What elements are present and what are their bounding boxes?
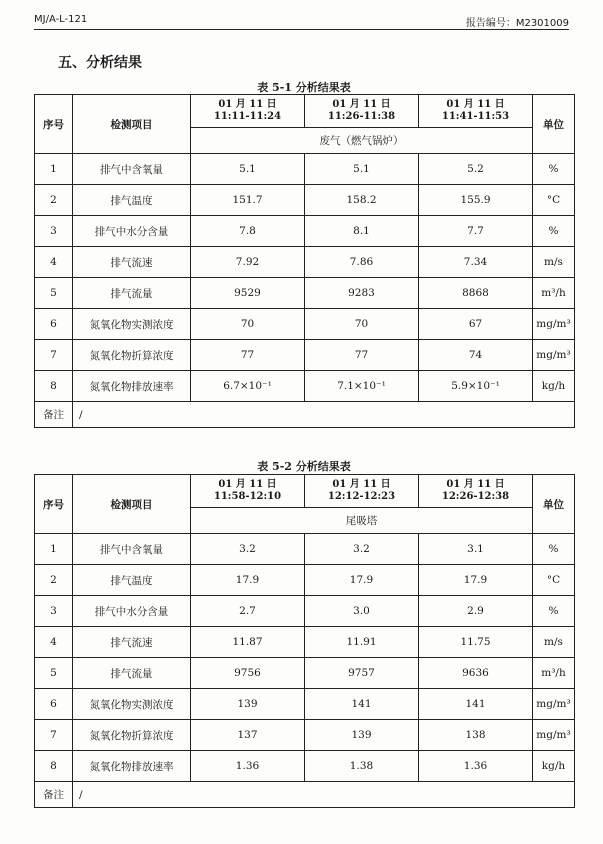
section-title: 五、分析结果 bbox=[58, 55, 142, 71]
col-unit: 单位 bbox=[533, 475, 575, 534]
table-row: 6 氮氧化物实测浓度 139 141 141 mg/m³ bbox=[35, 689, 575, 720]
table-row: 8 氮氧化物排放速率 6.7×10⁻¹ 7.1×10⁻¹ 5.9×10⁻¹ kg/h bbox=[35, 371, 575, 402]
source-label: 废气（燃气锅炉） bbox=[191, 128, 533, 154]
time-col-1: 01 月 11 日 11:11-11:24 bbox=[191, 95, 305, 128]
table-row: 3 排气中水分含量 7.8 8.1 7.7 % bbox=[35, 216, 575, 247]
table-row: 8 氮氧化物排放速率 1.36 1.38 1.36 kg/h bbox=[35, 751, 575, 782]
time-col-2: 01 月 11 日 11:26-11:38 bbox=[305, 95, 419, 128]
col-seq: 序号 bbox=[35, 475, 73, 534]
table-row: 5 排气流量 9756 9757 9636 m³/h bbox=[35, 658, 575, 689]
table-row: 1 排气中含氧量 5.1 5.1 5.2 % bbox=[35, 154, 575, 185]
doc-code: MJ/A-L-121 bbox=[34, 14, 88, 25]
table-row: 2 排气温度 17.9 17.9 17.9 °C bbox=[35, 565, 575, 596]
col-seq: 序号 bbox=[35, 95, 73, 154]
report-number: 报告编号：M2301009 bbox=[465, 18, 569, 29]
col-unit: 单位 bbox=[533, 95, 575, 154]
table-row: 4 排气流速 7.92 7.86 7.34 m/s bbox=[35, 247, 575, 278]
table-row: 3 排气中水分含量 2.7 3.0 2.9 % bbox=[35, 596, 575, 627]
table-row: 2 排气温度 151.7 158.2 155.9 °C bbox=[35, 185, 575, 216]
note-row: 备注 / bbox=[35, 782, 575, 808]
note-row: 备注 / bbox=[35, 402, 575, 428]
table-row: 4 排气流速 11.87 11.91 11.75 m/s bbox=[35, 627, 575, 658]
table-row: 5 排气流量 9529 9283 8868 m³/h bbox=[35, 278, 575, 309]
table-row: 6 氮氧化物实测浓度 70 70 67 mg/m³ bbox=[35, 309, 575, 340]
col-item: 检测项目 bbox=[73, 95, 191, 154]
results-table-1 bbox=[34, 94, 575, 428]
time-col-1: 01 月 11 日 11:58-12:10 bbox=[191, 475, 305, 508]
table-row: 7 氮氧化物折算浓度 77 77 74 mg/m³ bbox=[35, 340, 575, 371]
source-label: 尾吸塔 bbox=[191, 508, 533, 534]
results-table-2 bbox=[34, 474, 575, 808]
table-row: 7 氮氧化物折算浓度 137 139 138 mg/m³ bbox=[35, 720, 575, 751]
table-2-caption: 表 5-2 分析结果表 bbox=[257, 460, 351, 473]
header-divider bbox=[34, 29, 569, 30]
table-row: 1 排气中含氧量 3.2 3.2 3.1 % bbox=[35, 534, 575, 565]
time-col-3: 01 月 11 日 11:41-11:53 bbox=[419, 95, 533, 128]
page-header bbox=[34, 14, 569, 30]
time-col-3: 01 月 11 日 12:26-12:38 bbox=[419, 475, 533, 508]
table-1-caption: 表 5-1 分析结果表 bbox=[257, 81, 351, 94]
col-item: 检测项目 bbox=[73, 475, 191, 534]
time-col-2: 01 月 11 日 12:12-12:23 bbox=[305, 475, 419, 508]
